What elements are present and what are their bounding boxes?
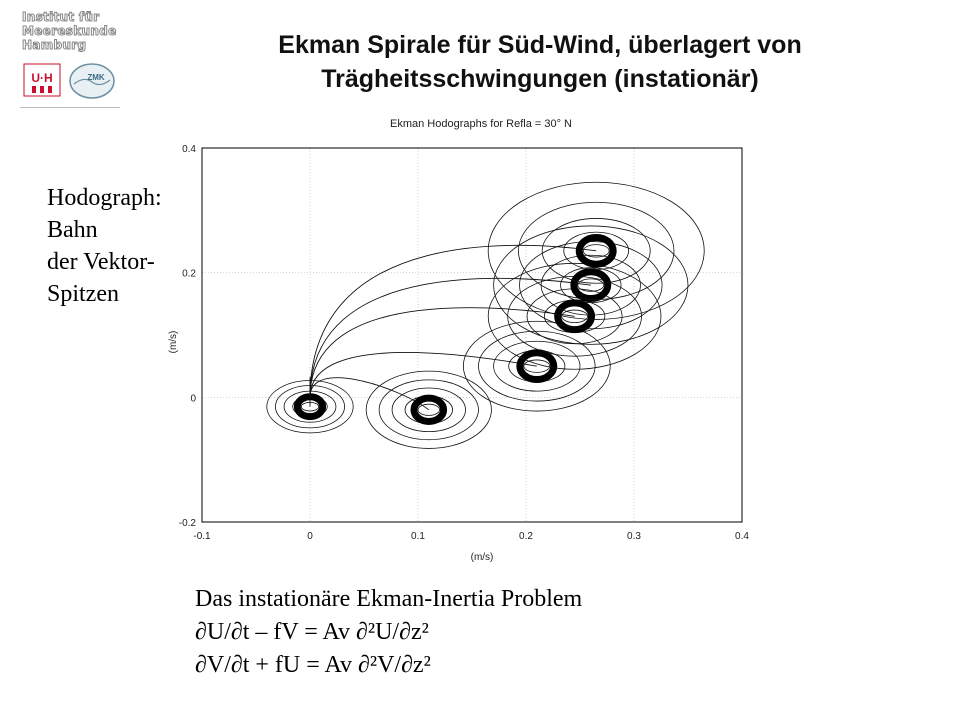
hodograph-series <box>310 371 491 448</box>
hodograph-label-line-3: der Vektor- <box>47 249 155 275</box>
hodograph-label-line-1: Hodograph: <box>47 185 162 211</box>
equations-heading: Das instationäre Ekman-Inertia Problem <box>195 586 583 612</box>
slide-title <box>150 28 930 96</box>
x-tick-labels <box>193 531 749 542</box>
y-tick-label: -0.2 <box>178 518 196 529</box>
x-tick-label: -0.1 <box>193 531 211 542</box>
slide-title-line-1: Ekman Spirale für Süd-Wind, überlagert von <box>278 31 802 59</box>
institute-line-3: Hamburg <box>22 38 87 52</box>
x-tick-label: 0.3 <box>627 531 641 542</box>
inertial-ring <box>562 310 588 322</box>
oscillation-core <box>520 353 554 380</box>
hodograph-label-line-4: Spitzen <box>47 281 119 307</box>
hodograph-label-line-2: Bahn <box>47 217 98 243</box>
chart-title: Ekman Hodographs for Refla = 30° N <box>389 118 573 130</box>
y-tick-label: 0.2 <box>182 268 196 280</box>
y-tick-label: 0 <box>190 393 196 405</box>
x-axis-label: (m/s) <box>470 552 494 563</box>
logo-divider <box>20 107 120 108</box>
zmk-logo-text: ZMK <box>87 73 105 82</box>
uhh-logo-text: U·H <box>31 71 53 85</box>
ekman-hodograph-chart <box>150 110 810 580</box>
x-tick-label: 0.1 <box>411 531 425 542</box>
institute-line-2: Meereskunde <box>22 24 117 38</box>
hodograph-label <box>47 182 162 310</box>
x-tick-label: 0.4 <box>735 531 749 542</box>
inertial-ring <box>478 331 595 401</box>
zmk-logo-icon <box>68 62 116 100</box>
y-tick-label: 0.4 <box>182 144 196 155</box>
slide-title-line-2: Trägheitsschwingungen (instationär) <box>321 65 759 93</box>
hodograph-series <box>310 226 688 397</box>
hodograph-traces <box>267 182 704 448</box>
y-axis-label: (m/s) <box>168 330 179 354</box>
institute-name <box>22 10 117 52</box>
institute-line-1: Institut für <box>22 10 100 24</box>
y-tick-labels <box>179 144 197 529</box>
equation-v: ∂V/∂t + fU = Av ∂²V/∂z² <box>195 652 431 678</box>
uhh-logo-icon <box>22 60 62 100</box>
x-tick-label: 0.2 <box>519 531 533 542</box>
equations-block <box>195 583 582 682</box>
equation-u: ∂U/∂t – fV = Av ∂²U/∂z² <box>195 619 429 645</box>
plot-frame <box>202 148 742 522</box>
chart-grid <box>202 148 742 522</box>
x-tick-label: 0 <box>307 531 313 542</box>
hodograph-series <box>310 182 704 397</box>
